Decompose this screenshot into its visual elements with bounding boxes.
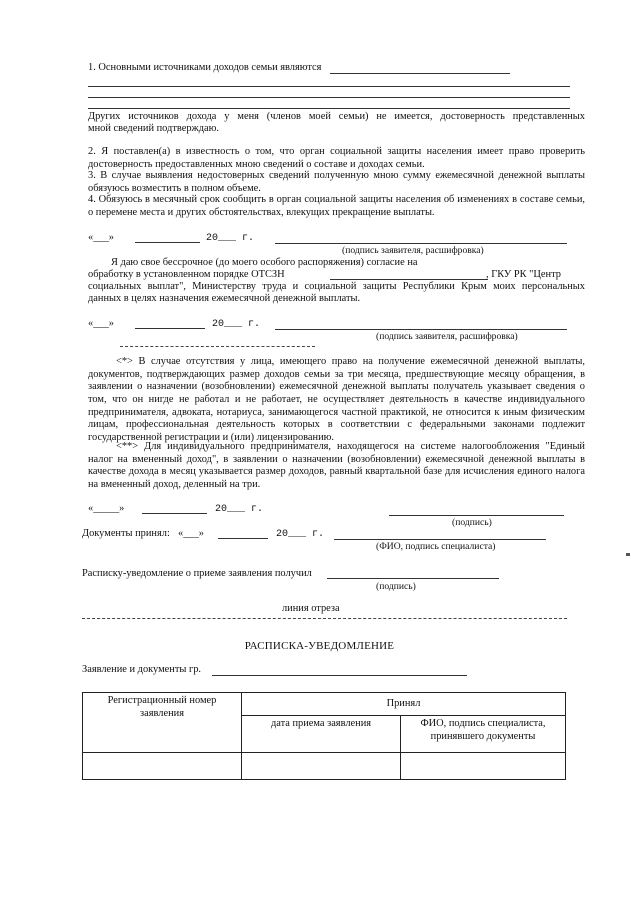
documents-accepted-year-text: 20___ г. (276, 529, 325, 540)
receipt-notice-signature-field[interactable] (327, 578, 499, 579)
obligation-item-2: 2. Я поставлен(а) в известность о том, что орган социальной защиты населения имеет право проверить достоверность предоставленных мною сведений о составе и доходах семьи. (88, 146, 585, 170)
cut-line-label: линия отреза (282, 603, 340, 614)
receipt-applicant-field[interactable] (212, 675, 467, 676)
receipt-title: РАСПИСКА-УВЕДОМЛЕНИЕ (244, 640, 395, 652)
income-sources-line-4[interactable] (88, 108, 570, 109)
consent-line2-a: обработку в установленном порядке ОТСЗН (88, 269, 285, 280)
signature2-year-text: 20___ г. (212, 319, 261, 330)
obligation-item-3: 3. В случае выявления недостоверных сведений полученную мною сумму ежемесячной денежной выплаты обязуюсь возместить в полном объеме. (88, 170, 585, 194)
documents-accepted-year (276, 528, 324, 541)
consent-otszn-field[interactable] (330, 279, 488, 280)
income-sources-line-2[interactable] (88, 86, 570, 87)
documents-accepted-month-field[interactable] (218, 538, 268, 539)
other-sources-statement-line1: Других источников дохода у меня (членов моей семьи) не имеется, достоверность представленных (88, 111, 585, 122)
footnote-separator (120, 346, 315, 347)
documents-accepted-specialist-field[interactable] (334, 539, 546, 540)
signature2-caption: (подпись заявителя, расшифровка) (376, 331, 518, 342)
signature3-caption: (подпись) (452, 517, 492, 528)
documents-accepted-date-day[interactable]: «___» (178, 528, 204, 539)
income-sources-label: 1. Основными источниками доходов семьи являются (88, 62, 322, 73)
signature1-year-text: 20___ г. (206, 233, 255, 244)
table-cell-acceptance-date[interactable] (242, 753, 401, 780)
signature3-month-field[interactable] (142, 513, 207, 514)
signature1-year (206, 232, 254, 245)
documents-accepted-caption: (ФИО, подпись специалиста) (376, 541, 496, 552)
consent-line4: данных в целях назначения ежемесячной денежной выплаты. (88, 293, 361, 304)
receipt-applicant-label: Заявление и документы гр. (82, 664, 202, 675)
other-sources-statement-line2: мной сведений подтверждаю. (88, 123, 219, 134)
signature2-signature-field[interactable] (275, 329, 567, 330)
signature3-year-text: 20___ г. (215, 504, 264, 515)
footnote-2: <**> Для индивидуального предпринимателя, находящегося на системе налогообложения "Единый налог на вмененный доход", в заявлении о назначении (возобновлении) ежемесячной денежной выплаты в качестве дохода в месяц указывается размер доходов, равный квартальной базе для исчисления единого налога на вмененный доход, деленный на три. (88, 441, 585, 491)
signature1-date-day[interactable]: «___» (88, 232, 114, 243)
receipt-notice-caption: (подпись) (376, 581, 416, 592)
table-header-accepted: Принял (242, 693, 566, 716)
footnote-1: <*> В случае отсутствия у лица, имеющего право на получение ежемесячной денежной выплаты, документов, подтверждающих размер доходов семьи за три месяца, предшествующие месяцу обращения, в заявлении о назначении (возобновлении) ежемесячной денежной выплаты получатель указывает сведения о том, что он нигде не работал и не работает, не осуществляет деятельность в качестве индивидуального предпринимателя, адвоката, нотариуса, занимающегося частной практикой, не относится к иным физическим лицам, профессиональная деятельность которых в соответствии с федеральными законами подлежит государственной регистрации и (или) лицензированию. (88, 356, 585, 444)
table-header-acceptance-date: дата приема заявления (242, 716, 401, 753)
receipt-notice-label: Расписку-уведомление о приеме заявления получил (82, 568, 312, 579)
signature1-signature-field[interactable] (275, 243, 567, 244)
table-cell-specialist[interactable] (401, 753, 566, 780)
income-sources-line-3[interactable] (88, 97, 570, 98)
consent-line2-b: , ГКУ РК "Центр (486, 269, 561, 280)
table-cell-registration-number[interactable] (83, 753, 242, 780)
signature2-year (212, 318, 260, 331)
signature1-month-field[interactable] (135, 242, 200, 243)
cut-line (82, 618, 567, 619)
signature2-month-field[interactable] (135, 328, 205, 329)
table-header-registration-number: Регистрационный номер заявления (83, 693, 242, 753)
signature3-year (215, 503, 263, 516)
income-sources-field[interactable] (330, 73, 510, 74)
signature3-date-day[interactable]: «_____» (88, 503, 125, 514)
signature2-date-day[interactable]: «___» (88, 318, 114, 329)
scan-mark (626, 553, 630, 556)
documents-accepted-label: Документы принял: (82, 528, 170, 539)
receipt-table (82, 692, 566, 780)
obligation-item-4: 4. Обязуюсь в месячный срок сообщить в орган социальной защиты населения об изменениях в составе семьи, о перемене места и других обстоятельствах, влекущих прекращение выплаты. (88, 194, 585, 218)
signature3-signature-field[interactable] (389, 515, 564, 516)
table-header-specialist: ФИО, подпись специалиста, принявшего документы (401, 716, 566, 753)
consent-line1: Я даю свое бессрочное (до моего особого распоряжения) согласие на (111, 257, 418, 268)
consent-line3: социальных выплат", Министерству труда и социальной защиты Республики Крым моих персональных (88, 281, 585, 292)
signature1-caption: (подпись заявителя, расшифровка) (342, 245, 484, 256)
